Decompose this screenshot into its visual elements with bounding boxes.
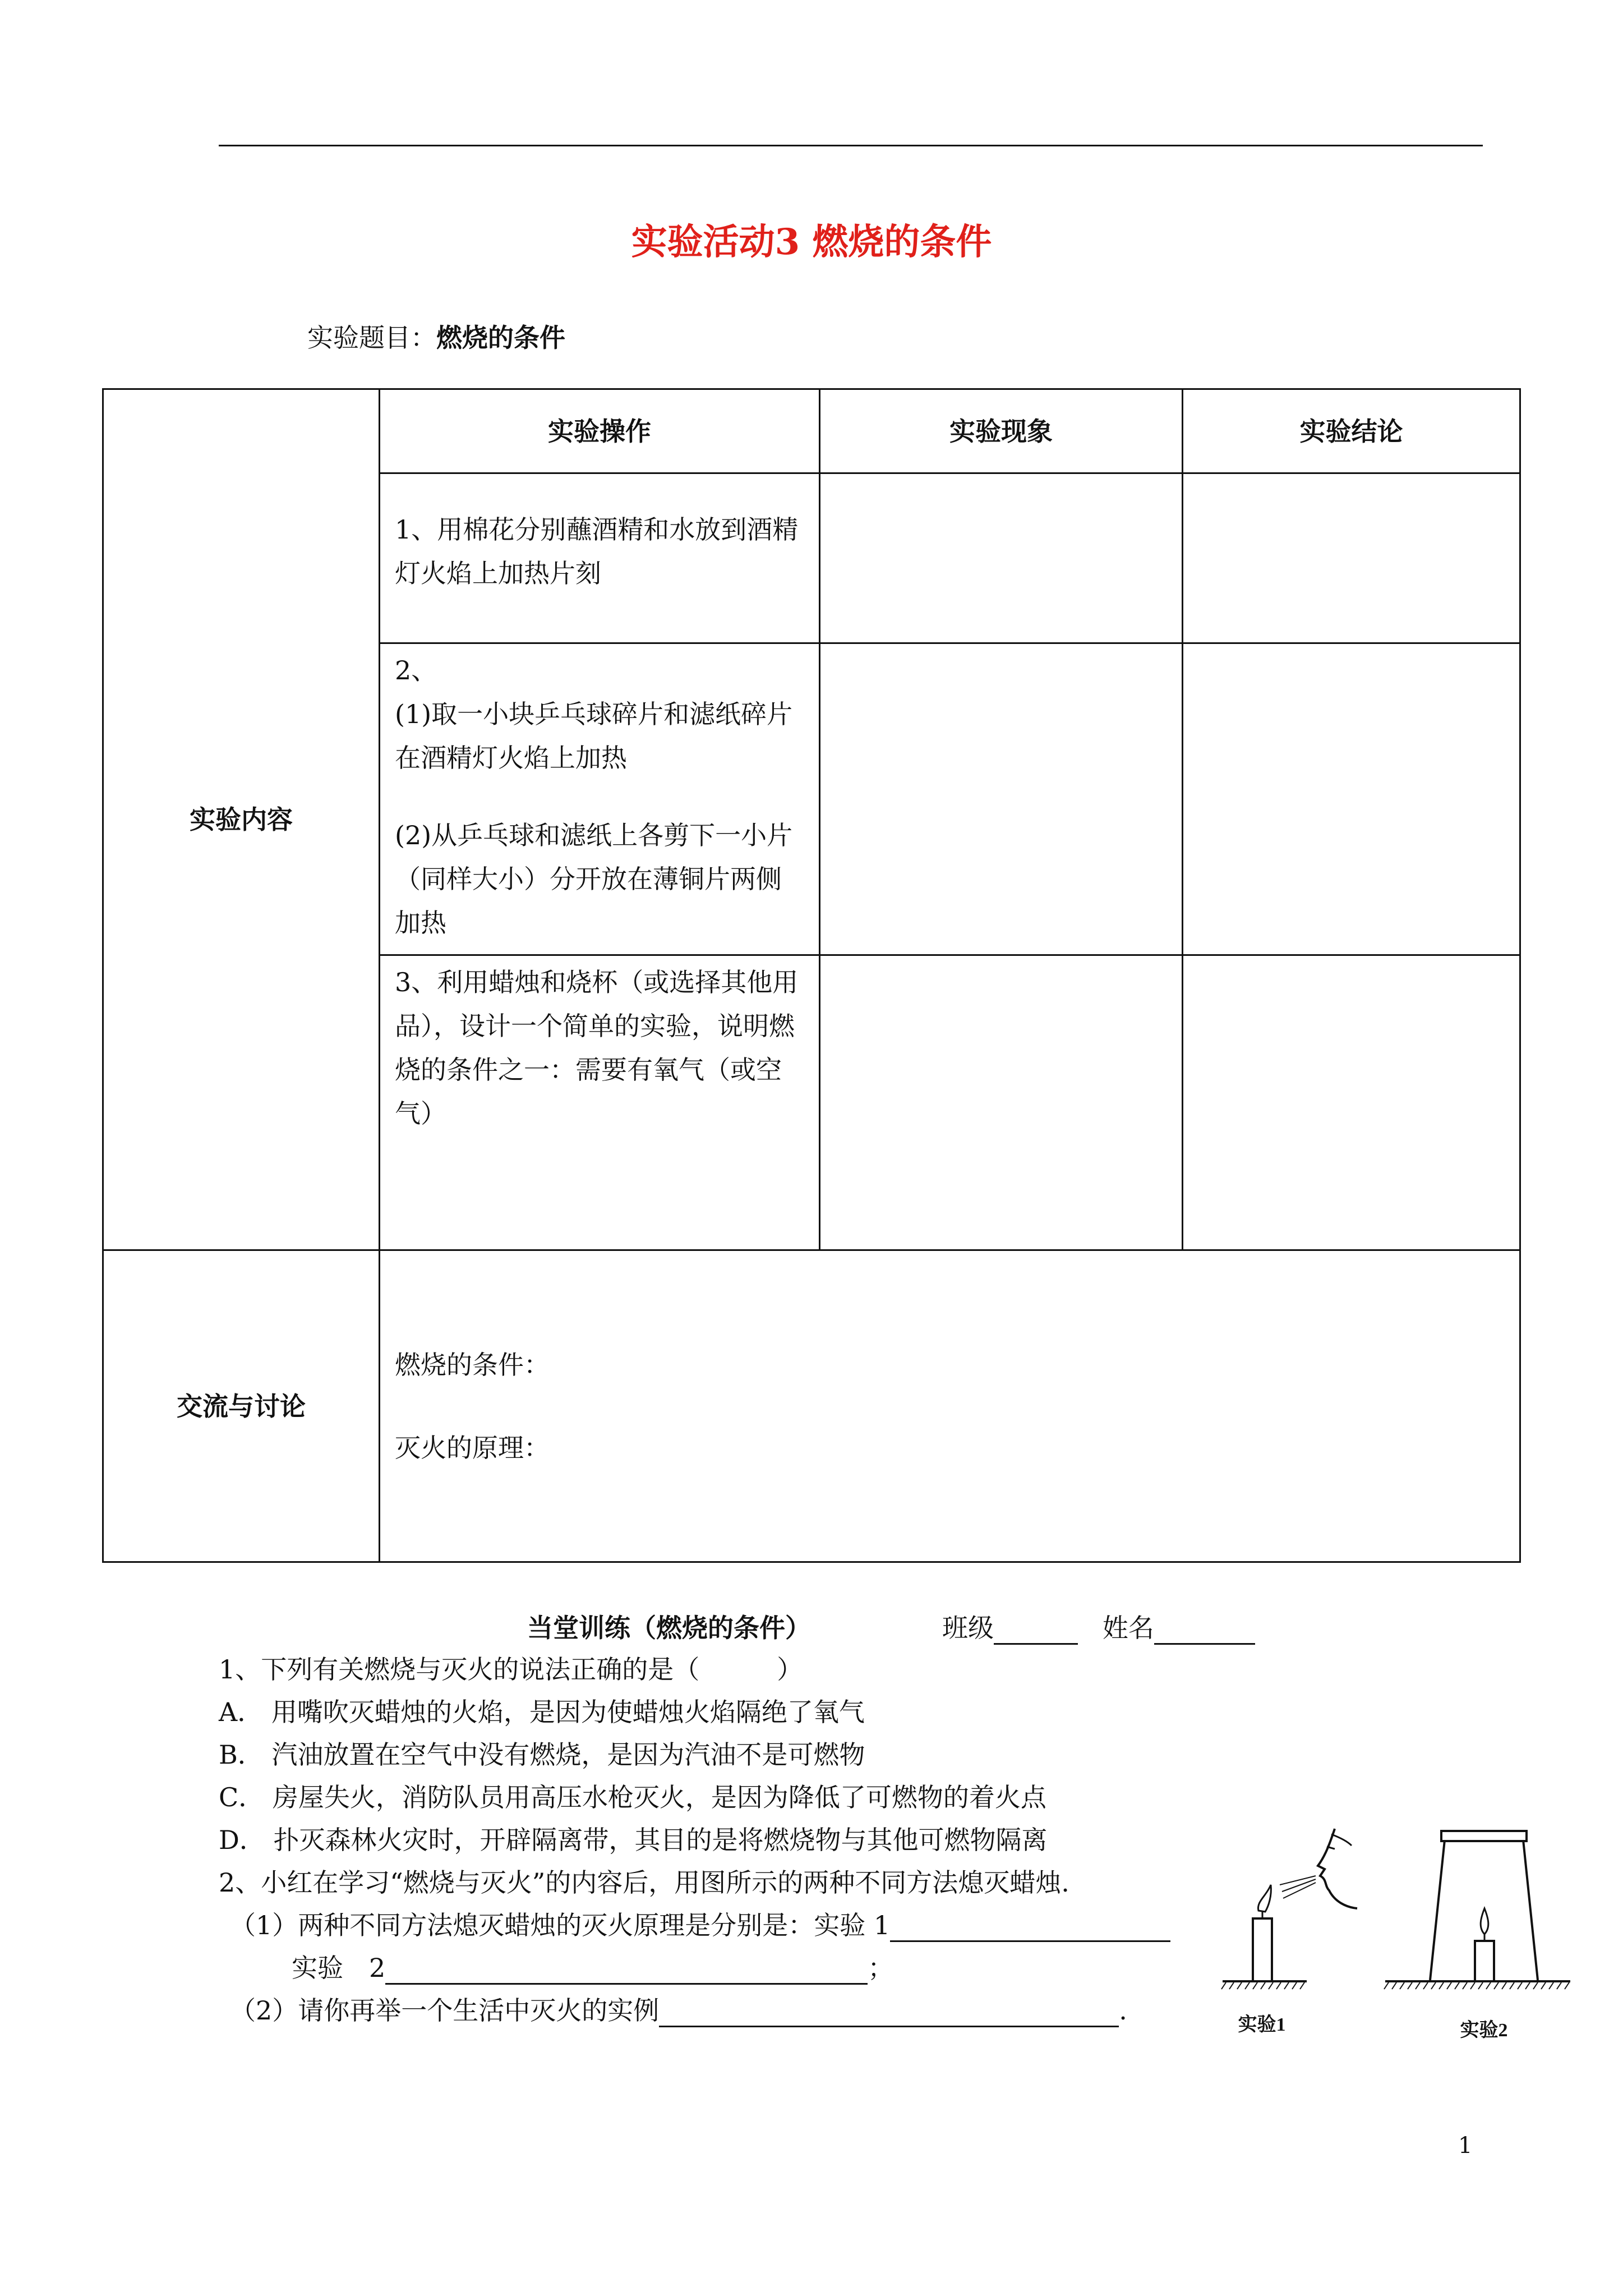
q2-sub1b: 实验 2 ； xyxy=(292,1948,893,1985)
q2-blank-example[interactable] xyxy=(659,1995,1119,2027)
figure-label-2: 实验2 xyxy=(1460,2020,1508,2041)
header-operation: 实验操作 xyxy=(380,389,820,473)
class-name-fields xyxy=(942,1608,1255,1645)
experiment1-drawing xyxy=(1221,1829,1357,1989)
row1-operation: 1、用棉花分别蘸酒精和水放到酒精灯火焰上加热片刻 xyxy=(380,473,820,643)
experiment-subject xyxy=(307,318,565,355)
discussion-cell[interactable] xyxy=(380,1250,1520,1562)
row3-phenomenon-cell[interactable] xyxy=(820,955,1183,1250)
page-number: 1 xyxy=(1458,2133,1473,2159)
q1-option-d: D． 扑灭森林火灾时，开辟隔离带，其目的是将燃烧物与其他可燃物隔离 xyxy=(219,1825,1048,1855)
q1-option-a: A． 用嘴吹灭蜡烛的火焰，是因为使蜡烛火焰隔绝了氧气 xyxy=(219,1697,865,1727)
row2-phenomenon-cell[interactable] xyxy=(820,643,1183,955)
row1-conclusion-cell[interactable] xyxy=(1183,473,1520,643)
q1-option-c: C． 房屋失火，消防队员用高压水枪灭火，是因为降低了可燃物的着火点 xyxy=(219,1782,1046,1812)
subject-label: 实验题目： xyxy=(307,323,436,353)
candle-experiments-illustration xyxy=(1217,1812,1576,2047)
row2-part2: (2)从乒乓球和滤纸上各剪下一小片（同样大小）分开放在薄铜片两侧加热 xyxy=(395,820,793,938)
side-label-discussion: 交流与讨论 xyxy=(103,1250,380,1562)
class-label: 班级 xyxy=(942,1613,994,1643)
name-blank[interactable] xyxy=(1154,1613,1255,1645)
q1-stem: 1、下列有关燃烧与灭火的说法正确的是（ ） xyxy=(219,1654,803,1685)
row2-operation xyxy=(380,643,820,955)
page-title: 实验活动3 燃烧的条件 xyxy=(631,221,992,263)
row2-number: 2、 xyxy=(395,655,437,685)
row2-part1: (1)取一小块乒乓球碎片和滤纸碎片在酒精灯火焰上加热 xyxy=(395,699,793,773)
discussion-line1: 燃烧的条件： xyxy=(395,1349,550,1380)
header-conclusion: 实验结论 xyxy=(1183,389,1520,473)
header-rule xyxy=(219,145,1483,146)
q2-blank-exp1[interactable] xyxy=(890,1910,1170,1942)
row2-conclusion-cell[interactable] xyxy=(1183,643,1520,955)
q2-blank-exp2[interactable] xyxy=(385,1953,868,1985)
q2-sub2: （2）请你再举一个生活中灭火的实例 . xyxy=(230,1990,1127,2027)
q2-sub1a: （1）两种不同方法熄灭蜡烛的灭火原理是分别是：实验 1 xyxy=(230,1905,1170,1942)
experiment-table xyxy=(102,388,1521,1563)
subject-value: 燃烧的条件 xyxy=(436,323,565,353)
name-label: 姓名 xyxy=(1102,1613,1154,1643)
side-label-content: 实验内容 xyxy=(103,389,380,1250)
row3-operation: 3、利用蜡烛和烧杯（或选择其他用品），设计一个简单的实验，说明燃烧的条件之一：需要有氧气（或空气） xyxy=(380,955,820,1250)
experiment2-drawing xyxy=(1384,1831,1570,1989)
training-title: 当堂训练（燃烧的条件） xyxy=(527,1613,811,1643)
figure-label-1: 实验1 xyxy=(1238,2014,1286,2035)
q2-stem: 2、小红在学习“燃烧与灭火”的内容后，用图所示的两种不同方法熄灭蜡烛. xyxy=(219,1867,1069,1898)
row1-phenomenon-cell[interactable] xyxy=(820,473,1183,643)
row3-conclusion-cell[interactable] xyxy=(1183,955,1520,1250)
class-blank[interactable] xyxy=(994,1613,1078,1645)
candle-figure xyxy=(1217,1812,1576,2047)
discussion-line2: 灭火的原理： xyxy=(395,1432,550,1463)
header-phenomenon: 实验现象 xyxy=(820,389,1183,473)
q1-option-b: B． 汽油放置在空气中没有燃烧，是因为汽油不是可燃物 xyxy=(219,1740,865,1770)
